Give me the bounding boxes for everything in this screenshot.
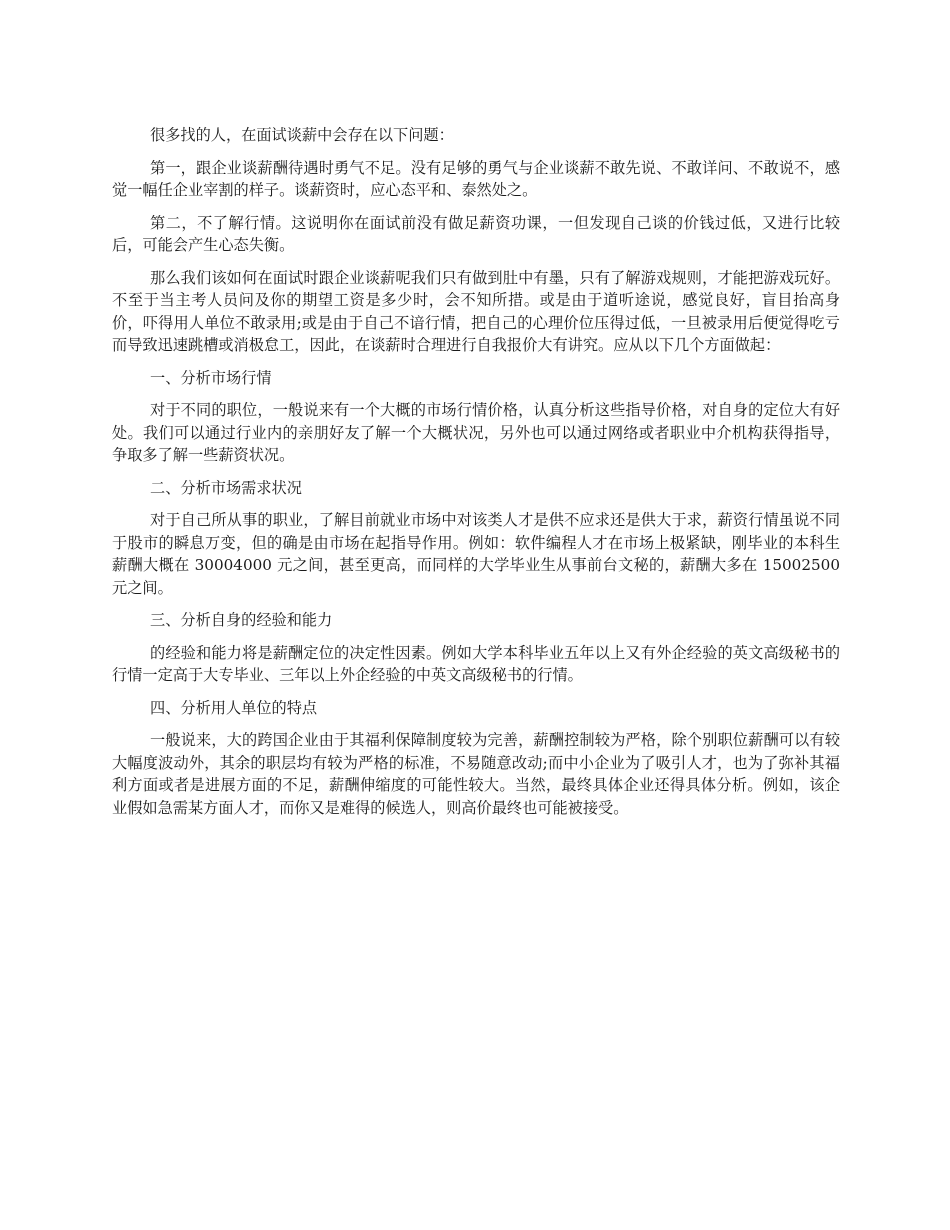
- intro-paragraph: 很多找的人，在面试谈薪中会存在以下问题：: [150, 126, 454, 144]
- paragraph-employer: 一般说来，大的跨国企业由于其福利保障制度较为完善，薪酬控制较为严格，除个别职位薪酬可以有较大幅度波动外，其余的职层均有较为严格的标准，不易随意改动;而中小企业为了吸引人才，也为了弥补其福利方面或者是进展方面的不足，薪酬伸缩度的可能性较大。当然，最终具体企业还得具体分析。例如，该企业假如急需某方面人才，而你又是难得的候选人，则高价最终也可能被接受。: [112, 731, 840, 817]
- document-body: [112, 124, 840, 829]
- section-heading-employer: 四、分析用人单位的特点: [150, 698, 318, 717]
- section-heading-experience: 三、分析自身的经验和能力: [150, 611, 333, 629]
- paragraph-market-knowledge: 第二，不了解行情。这说明你在面试前没有做足薪资功课，一但发现自己谈的价钱过低，又进行比较后，可能会产生心态失衡。: [112, 213, 840, 254]
- paragraph-how-to-negotiate: 那么我们该如何在面试时跟企业谈薪呢我们只有做到肚中有墨，只有了解游戏规则，才能把游戏玩好。不至于当主考人员问及你的期望工资是多少时，会不知所措。或是由于道听途说，感觉良好，盲目抬高身价，吓得用人单位不敢录用;或是由于自己不谙行情，把自己的心理价位压得过低，一旦被录用后便觉得吃亏而导致迅速跳槽或消极怠工，因此，在谈薪时合理进行自我报价大有讲究。应从以下几个方面做起：: [112, 268, 840, 354]
- paragraph-market: 对于不同的职位，一般说来有一个大概的市场行情价格，认真分析这些指导价格，对自身的定位大有好处。我们可以通过行业内的亲朋好友了解一个大概状况，另外也可以通过网络或者职业中介机构获得指导，争取多了解一些薪资状况。: [112, 401, 840, 464]
- paragraph-experience: 的经验和能力将是薪酬定位的决定性因素。例如大学本科毕业五年以上又有外企经验的英文高级秘书的行情一定高于大专毕业、三年以上外企经验的中英文高级秘书的行情。: [112, 643, 840, 684]
- section-heading-market: 一、分析市场行情: [150, 368, 272, 387]
- paragraph-courage: 第一，跟企业谈薪酬待遇时勇气不足。没有足够的勇气与企业谈薪不敢先说、不敢详问、不敢说不，感觉一幅任企业宰割的样子。谈薪资时，应心态平和、泰然处之。: [112, 158, 840, 199]
- paragraph-demand: 对于自己所从事的职业，了解目前就业市场中对该类人才是供不应求还是供大于求，薪资行情虽说不同于股市的瞬息万变，但的确是由市场在起指导作用。例如：软件编程人才在市场上极紧缺，刚毕业的本科生薪酬大概在 30004000 元之间，甚至更高，而同样的大学毕业生从事前台文秘的，薪酬大多在 15002500 元之间。: [112, 511, 840, 597]
- section-heading-demand: 二、分析市场需求状况: [150, 478, 302, 497]
